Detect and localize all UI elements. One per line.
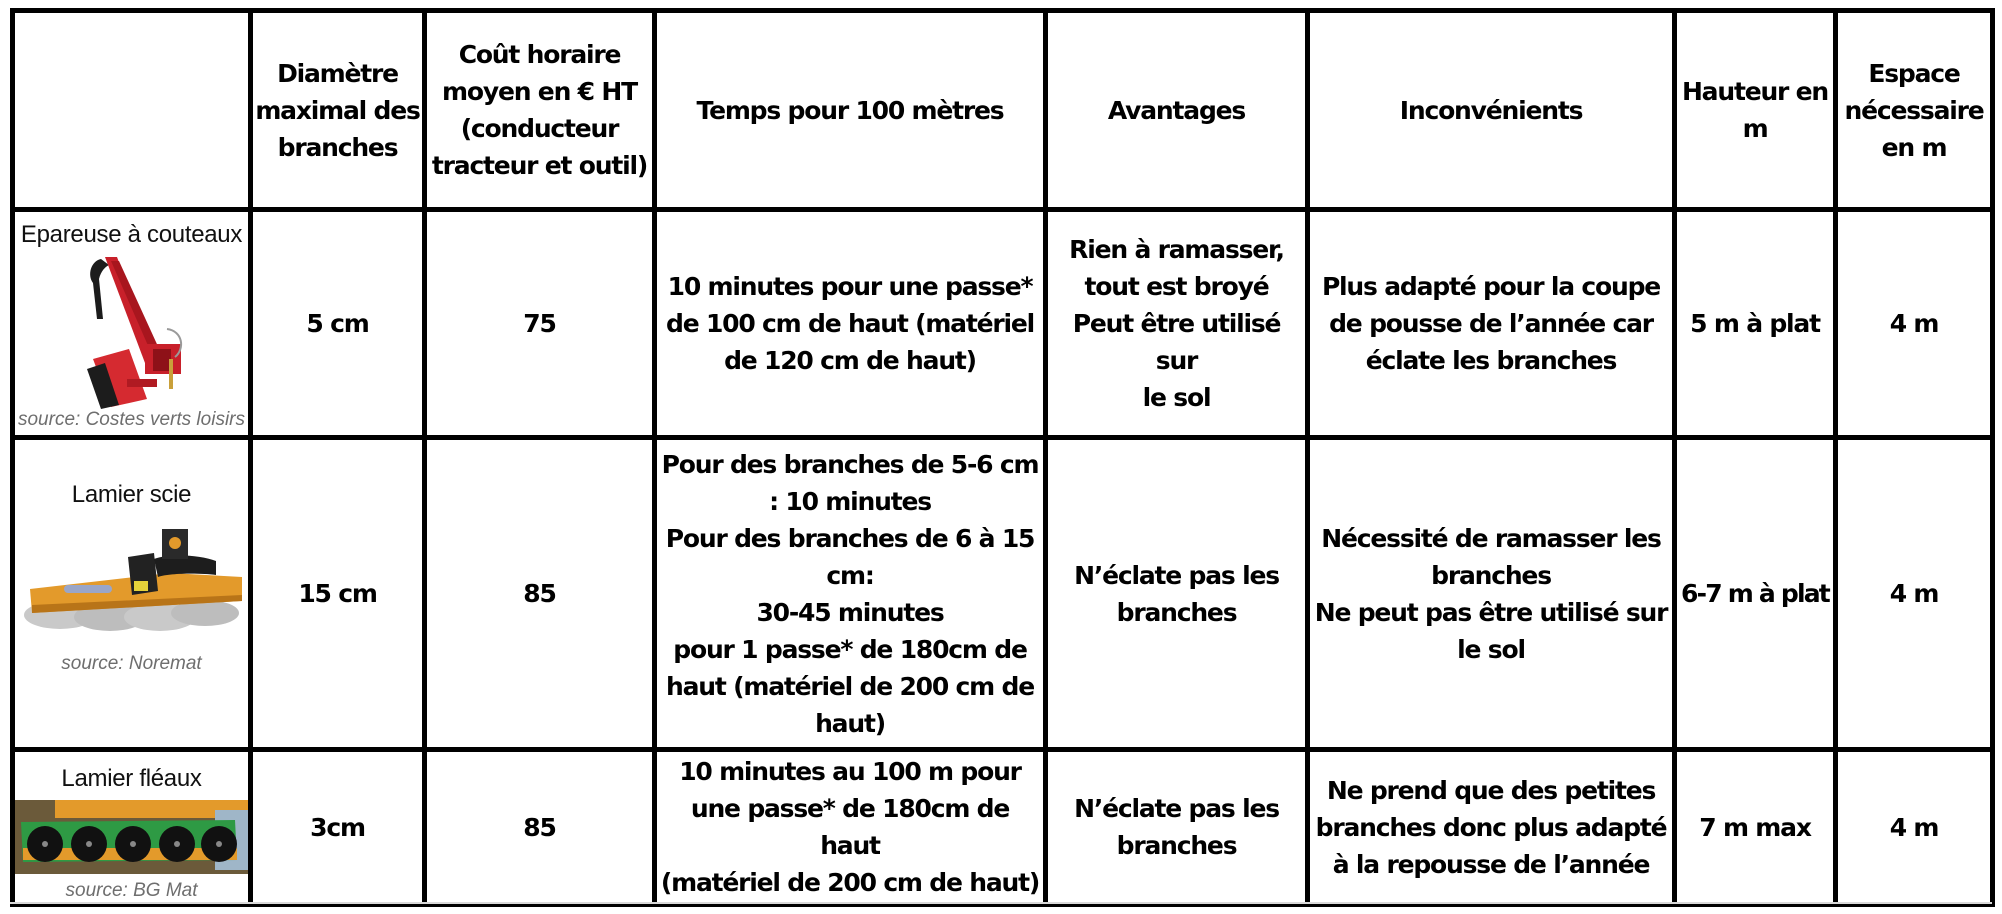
inconvenients-line: branches donc plus adapté bbox=[1315, 812, 1667, 842]
tool-source: source: Costes verts loisirs bbox=[17, 408, 245, 430]
inconvenients-line: branches bbox=[1431, 560, 1551, 590]
diametre-cell: 5 cm bbox=[251, 210, 425, 438]
inconvenients-line: de pousse de l’année car bbox=[1329, 309, 1653, 338]
table-row bbox=[13, 750, 1993, 905]
temps-line: 10 minutes au 100 m pour bbox=[679, 757, 1021, 786]
inconvenients-line: Plus adapté pour la coupe bbox=[1321, 272, 1661, 301]
temps-line: haut) bbox=[815, 708, 885, 738]
avantages-line: N’éclate pas les bbox=[1074, 560, 1279, 590]
temps-line: Pour des branches de 6 à 15 bbox=[665, 523, 1035, 553]
header-inconvenients: Inconvénients bbox=[1308, 11, 1675, 210]
header-hauteur: Hauteur en m bbox=[1675, 11, 1836, 210]
tool-cell bbox=[13, 438, 251, 750]
inconvenients-cell bbox=[1308, 438, 1675, 750]
cout-cell: 75 bbox=[425, 210, 655, 438]
inconvenients-line: Ne peut pas être utilisé sur bbox=[1314, 597, 1668, 627]
avantages-cell bbox=[1046, 210, 1308, 438]
temps-line: (matériel de 200 cm de haut) bbox=[660, 868, 1040, 897]
tool-cell bbox=[13, 750, 251, 905]
temps-line: 30-45 minutes bbox=[756, 597, 944, 627]
espace-cell: 4 m bbox=[1836, 210, 1993, 438]
header-empty bbox=[13, 11, 251, 210]
temps-line: Pour des branches de 5-6 cm bbox=[661, 449, 1039, 479]
avantages-line: branches bbox=[1116, 597, 1237, 627]
tool-name: Lamier fléaux bbox=[61, 764, 202, 792]
avantages-line: N’éclate pas les bbox=[1074, 794, 1279, 823]
inconvenients-cell bbox=[1308, 210, 1675, 438]
avantages-line: tout est broyé bbox=[1084, 272, 1269, 301]
temps-cell bbox=[655, 210, 1046, 438]
header-cout: Coût horaire moyen en € HT (conducteur tracteur et outil) bbox=[425, 11, 655, 210]
header-temps: Temps pour 100 mètres bbox=[655, 11, 1046, 210]
temps-line: une passe* de 180cm de haut bbox=[690, 794, 1010, 860]
temps-line: cm: bbox=[826, 560, 874, 590]
header-row bbox=[13, 11, 1993, 210]
avantages-line: Rien à ramasser, bbox=[1069, 235, 1284, 264]
tool-cell bbox=[13, 210, 251, 438]
temps-line: : 10 minutes bbox=[769, 486, 931, 516]
header-espace: Espace nécessaire en m bbox=[1836, 11, 1993, 210]
avantages-line: le sol bbox=[1142, 383, 1211, 412]
inconvenients-cell bbox=[1308, 750, 1675, 905]
temps-line: pour 1 passe* de 180cm de bbox=[673, 634, 1027, 664]
hauteur-cell: 6-7 m à plat bbox=[1675, 438, 1836, 750]
comparison-table bbox=[10, 8, 1995, 907]
tool-name: Epareuse à couteaux bbox=[20, 220, 243, 248]
avantages-cell bbox=[1046, 750, 1308, 905]
cout-cell: 85 bbox=[425, 750, 655, 905]
temps-line: de 100 cm de haut (matériel bbox=[666, 309, 1034, 338]
diametre-cell: 15 cm bbox=[251, 438, 425, 750]
avantages-line: Peut être utilisé sur bbox=[1072, 309, 1281, 375]
header-diametre: Diamètre maximal des branches bbox=[251, 11, 425, 210]
cout-cell: 85 bbox=[425, 438, 655, 750]
tool-source: source: Noremat bbox=[61, 652, 202, 674]
lamier-fleaux-image bbox=[15, 800, 248, 874]
temps-line: haut (matériel de 200 cm de bbox=[666, 671, 1034, 701]
avantages-cell bbox=[1046, 438, 1308, 750]
header-avantages: Avantages bbox=[1046, 11, 1308, 210]
temps-cell bbox=[655, 438, 1046, 750]
espace-cell: 4 m bbox=[1836, 438, 1993, 750]
inconvenients-line: Nécessité de ramasser les bbox=[1321, 523, 1661, 553]
diametre-cell: 3cm bbox=[251, 750, 425, 905]
table-row bbox=[13, 438, 1993, 750]
table-row bbox=[13, 210, 1993, 438]
table-shadow bbox=[10, 902, 1992, 904]
inconvenients-line: éclate les branches bbox=[1365, 346, 1617, 375]
temps-line: de 120 cm de haut) bbox=[724, 346, 976, 375]
temps-line: 10 minutes pour une passe* bbox=[667, 272, 1033, 301]
epareuse-image bbox=[57, 249, 207, 409]
lamier-scie-image bbox=[20, 529, 244, 635]
inconvenients-line: Ne prend que des petites bbox=[1326, 775, 1656, 805]
hauteur-cell: 7 m max bbox=[1675, 750, 1836, 905]
tool-source: source: BG Mat bbox=[65, 879, 198, 901]
espace-cell: 4 m bbox=[1836, 750, 1993, 905]
inconvenients-line: à la repousse de l’année bbox=[1332, 849, 1650, 879]
temps-cell bbox=[655, 750, 1046, 905]
tool-name: Lamier scie bbox=[71, 480, 192, 508]
inconvenients-line: le sol bbox=[1457, 634, 1525, 664]
avantages-line: branches bbox=[1116, 831, 1237, 860]
hauteur-cell: 5 m à plat bbox=[1675, 210, 1836, 438]
